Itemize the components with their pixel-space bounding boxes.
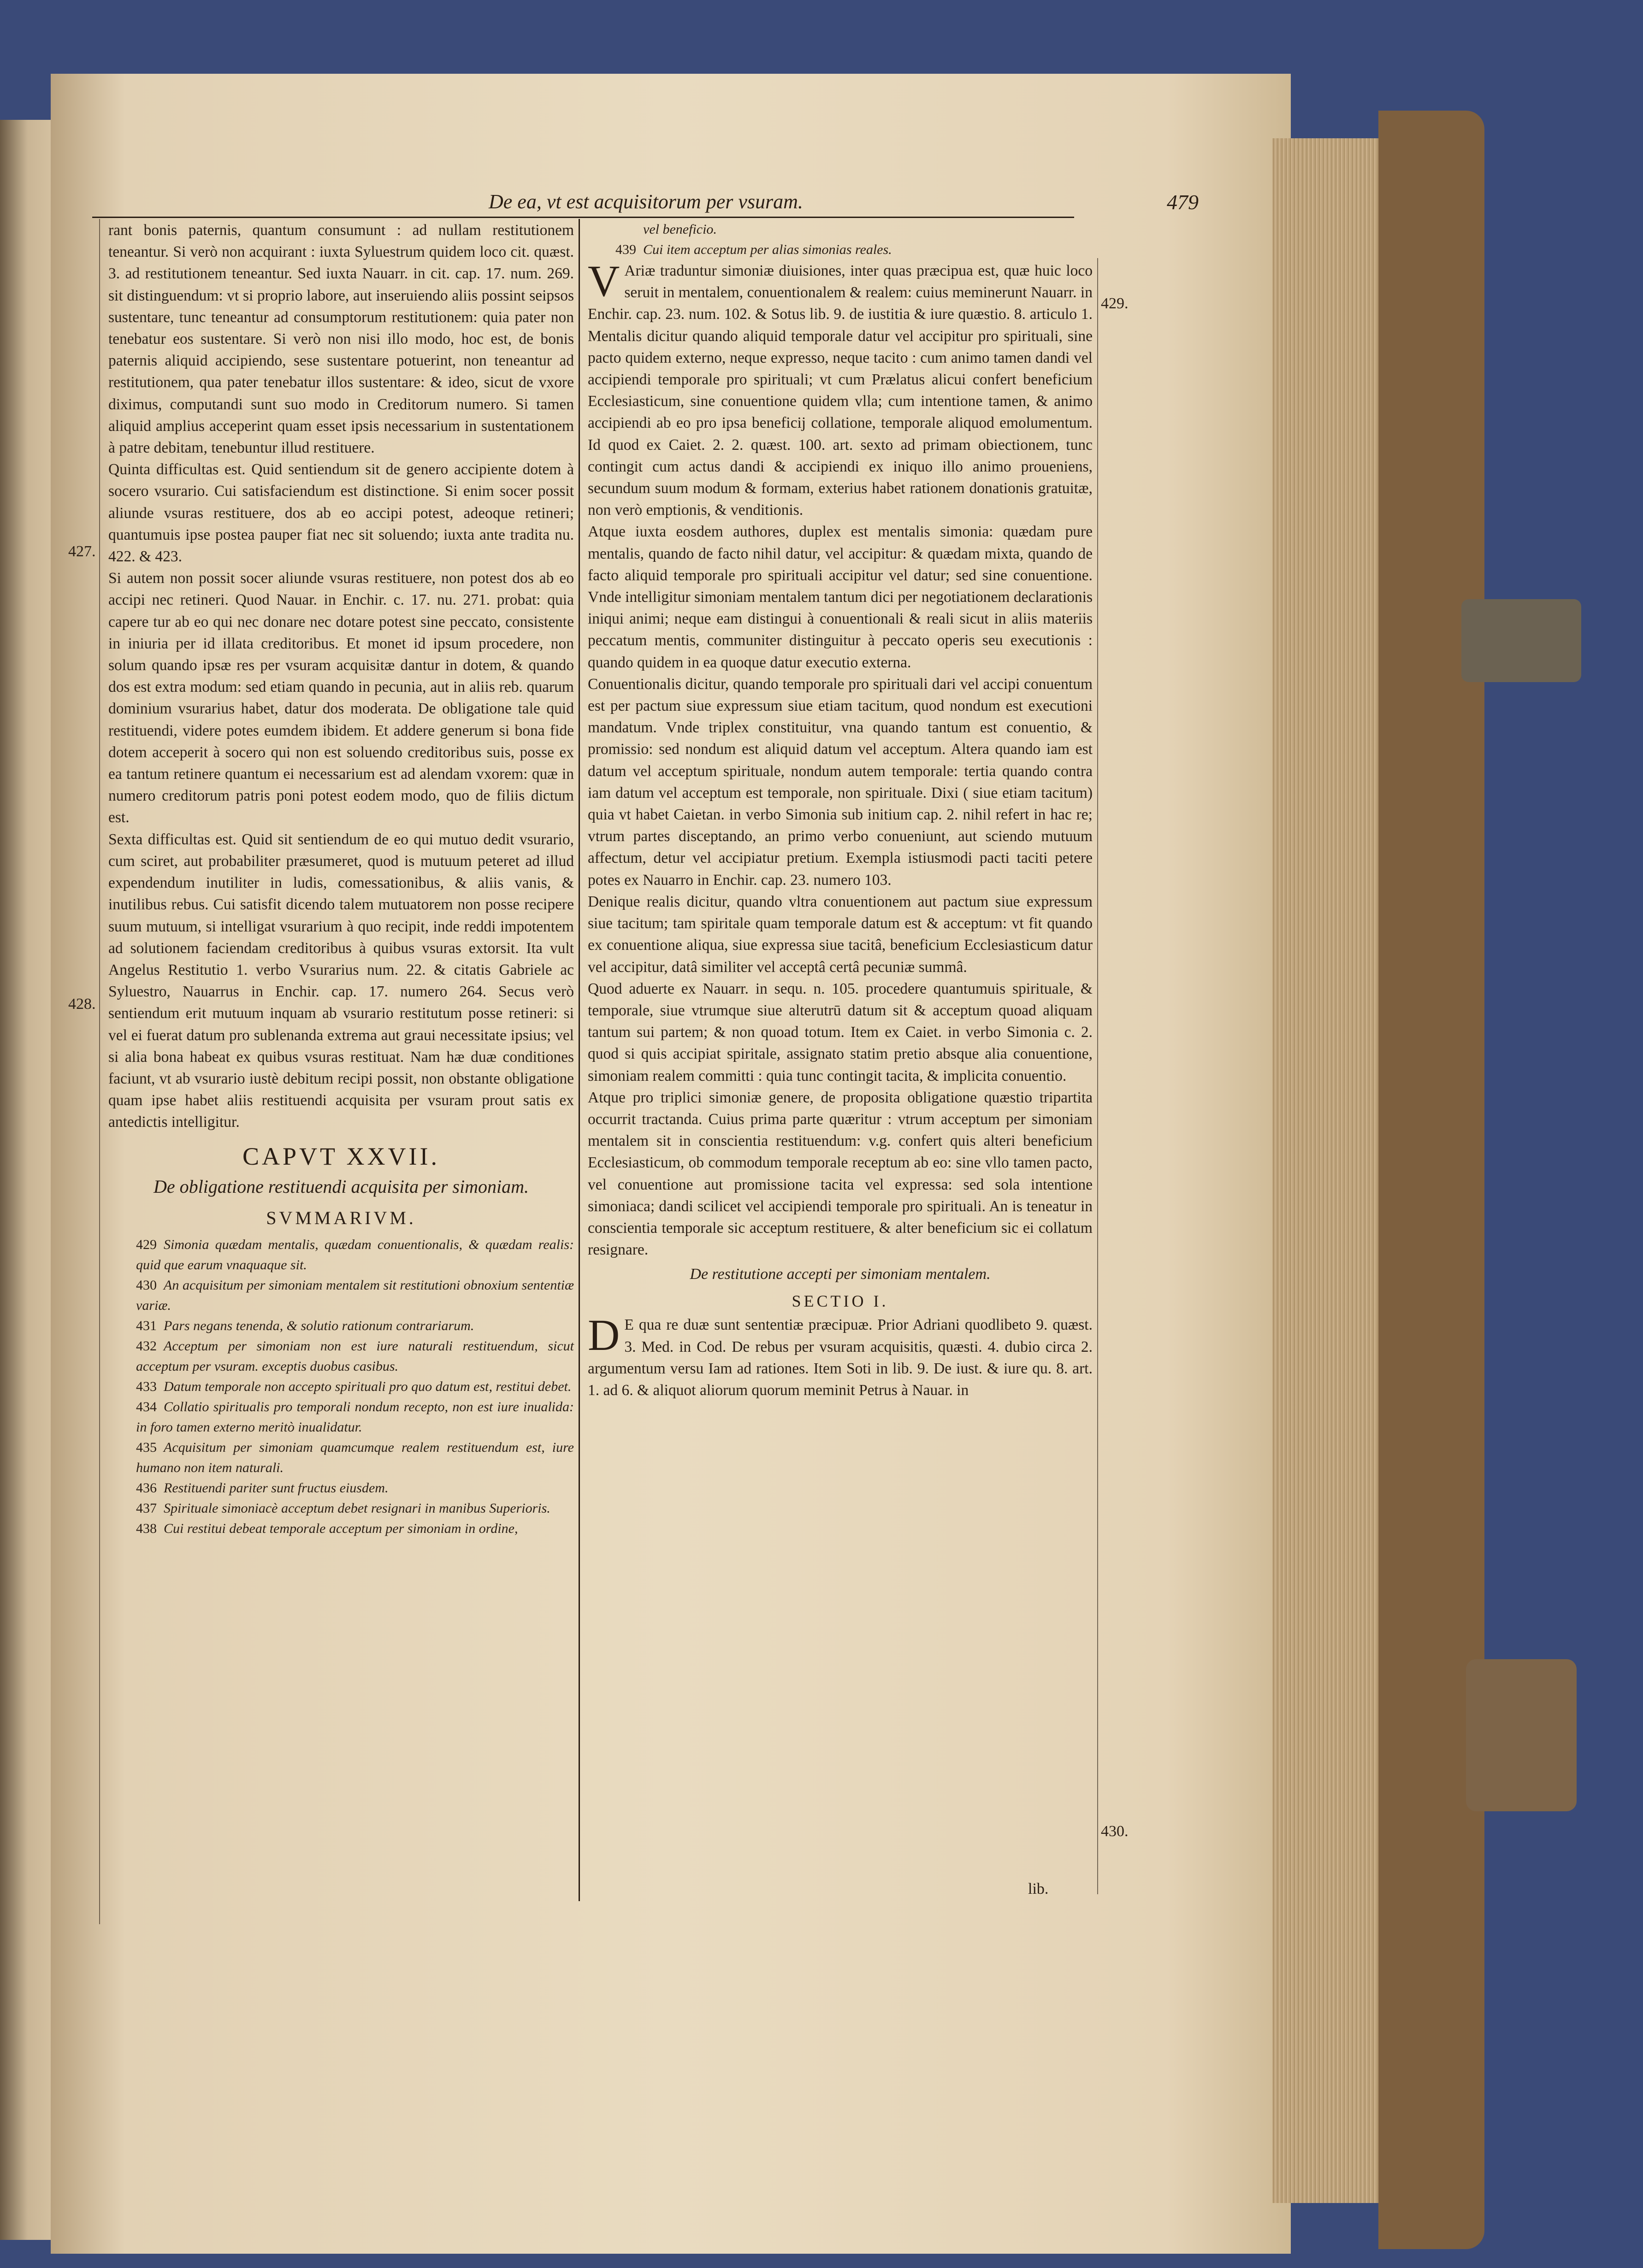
margin-rule-right	[1097, 258, 1098, 1894]
margin-number: 428.	[68, 996, 96, 1013]
summary-number: 436	[136, 1480, 157, 1496]
summary-number: 435	[136, 1439, 157, 1455]
summary-text: Pars negans tenenda, & solutio rationum contrariarum.	[164, 1318, 474, 1333]
chapter-subtitle: De obligatione restituendi acquisita per simoniam.	[153, 1176, 529, 1197]
summary-number: 430	[136, 1277, 157, 1293]
summary-item	[108, 1377, 574, 1397]
summary-number: 433	[136, 1378, 157, 1394]
summary-item	[108, 1498, 574, 1519]
running-title: De ea, vt est acquisitorum per vsuram.	[489, 190, 803, 213]
summary-item	[108, 1437, 574, 1478]
summary-text: Spirituale simoniacè acceptum debet resignari in manibus Superioris.	[164, 1500, 550, 1516]
summary-number: 434	[136, 1399, 157, 1414]
paragraph	[588, 1310, 1093, 1401]
drop-cap: V	[588, 256, 620, 306]
summary-number: 431	[136, 1318, 157, 1333]
summary-text: Restituendi pariter sunt fructus eiusdem.	[164, 1480, 389, 1496]
summary-item	[588, 219, 1093, 240]
summary-text: An acquisitum per simoniam mentalem sit restitutioni obnoxium sententiæ variæ.	[136, 1277, 574, 1313]
summary-text: Acquisitum per simoniam quamcumque realem restituendum est, iure humano non item naturali.	[136, 1439, 574, 1475]
summary-item	[108, 1336, 574, 1377]
summary-item	[108, 1275, 574, 1316]
paragraph: Conuentionalis dicitur, quando temporale pro spirituali dari vel accipi conuentum est per pactum siue expressum siue etiam tacitum, quod nondum est executioni mandatum. Vnde triplex constituitur, vna quando tantum est conuentio, & promissio: sed nondum est aliquid datum vel acceptum. Altera quando iam est datum vel acceptum spirituale, nondum autem temporale: tertia quando contra iam datum vel acceptum est temporale, non spirituale. Dixi ( siue etiam tacitum) quia vt habet Caietan. in verbo Simonia sub initium cap. 2. nihil refert in hac re; vtrum partes disceptando, an primo verbo conueniunt, aut sciendo mutuum affectum, detur vel accipiatur pretium. Exempla istiusmodi pacti taciti petere potes ex Nauarro in Enchir. cap. 23. numero 103.	[588, 675, 1093, 889]
paragraph: rant bonis paternis, quantum consumunt : ad nullam restitutionem teneantur. Si verò non acquirant : iuxta Syluestrum quidem loco cit. quæst. 3. ad restitutionem teneantur. Sed iuxta Nauarr. in cit. cap. 17. num. 269. sit distinguendum: vt si proprio labore, aut inseruiendo aliis possint seipsos sustentare, tunc teneantur ad consumptorum restitutionem: quia pater non tenebatur eos sustentare. Si verò non nisi illo modo, hoc est, de bonis paternis aliquid accipiendo, sese sustentare potuerint, non teneantur ad restitutionem, qua pater tenebatur illos sustentare: & ideo, sicut de vxore diximus, computandi sunt suo modo in Creditorum numero. Si tamen aliquid amplius acceperint quam esset ipsis necessarium in sustentationem à patre debitam, tenebuntur illud restituere.	[108, 222, 574, 457]
head-rule	[92, 217, 1074, 218]
summary-text: Acceptum per simoniam non est iure naturali restituendum, sicut acceptum per vsuram. exceptis duobus casibus.	[136, 1338, 574, 1374]
paragraph-text: Ariæ traduntur simoniæ diuisiones, inter quas præcipua est, quæ huic loco seruit in mentalem, conuentionalem & realem: cuius meminerunt Nauarr. in Enchir. cap. 23. num. 102. & Sotus lib. 9. de iustitia & iure quæstio. 8. articulo 1. Mentalis dicitur quando aliquid temporale datur vel accipitur pro spirituali, sine pacto quidem externo, neque expresso, neque tacito : cum animo tamen dandi vel accipiendi temporale pro spirituali; vt cum Prælatus alicui confert beneficium Ecclesiasticum, sine conuentione quidem vlla; cum intentione tamen, & animo accipiendi ab eo pro ipsa beneficij collatione, temporale aliquod emolumentum. Id quod ex Caiet. 2. 2. quæst. 100. art. sexto ad primam obiectionem, tunc contingit cum actus dandi & accipiendi ex iniquo illo animo proueniens, secundum suum modum & formam, exterius habet rationem donationis gratuitæ, non verò emptionis, & venditionis.	[588, 262, 1093, 519]
clasp-top	[1461, 599, 1581, 682]
summary-item	[108, 1397, 574, 1437]
summary-number: 439	[615, 242, 636, 257]
section-number: SECTIO I.	[792, 1292, 889, 1311]
summary-number: 432	[136, 1338, 157, 1354]
summary-item	[108, 1235, 574, 1275]
drop-cap: D	[588, 1310, 620, 1360]
chapter-title: CAPVT XXVII.	[242, 1142, 440, 1170]
summary-item	[108, 1519, 574, 1539]
summary-text: Cui item acceptum per alias simonias reales.	[643, 242, 892, 257]
summary-number: 437	[136, 1500, 157, 1516]
summary-number: 429	[136, 1237, 157, 1252]
book-cover	[1378, 111, 1484, 2249]
running-head	[489, 190, 1199, 213]
paragraph: Sexta difficultas est. Quid sit sentiendum de eo qui mutuo dedit vsurario, cum sciret, aut probabiliter præsumeret, quod is mutuum peteret ad illud expendendum inutiliter in ludis, comessationibus, & aliis vanis, & inutilibus rebus. Cui satisfit dicendo talem mutuatorem non posse recipere suum mutuum, si intelligat vsurarium à quo recipit, inde reddi impotentem ad solutionem faciendam creditoribus à quibus vsuras extorsit. Ita vult Angelus Restitutio 1. verbo Vsurarius num. 22. & citatis Gabriele ac Syluestro, Nauarrus in Enchir. cap. 17. numero 264. Secus verò sentiendum erit mutuum inquam ab vsurario restitutum posse retineri: si vel ei fuerat datum pro sublenanda extrema aut graui necessitate ipsius; vel si alia bona habeat ex quibus vsuras restituat. Nam hæ duæ conditiones faciunt, vt ab vsurario iustè debitum recipi possit, non obstante obligatione quam ipse habet aliis restituendi acquisita per vsuram prout satis ex antedictis intelligitur.	[108, 831, 574, 1131]
margin-number: 429.	[1101, 295, 1129, 312]
summary-text: Cui restitui debeat temporale acceptum per simoniam in ordine,	[164, 1520, 518, 1536]
summary-item	[108, 1316, 574, 1336]
summary-number: 438	[136, 1520, 157, 1536]
summary-title: SVMMARIVM.	[266, 1207, 416, 1228]
paragraph: Atque iuxta eosdem authores, duplex est mentalis simonia: quædam pure mentalis, quando de facto nihil datur, vel accipitur: & quædam mixta, quando de facto aliquid temporale pro spirituali accipitur vel datur; sed sine conuentione. Vnde intelligitur simoniam mentalem tantum dici per negotiationem declarationis iniqui animi; neque eam distingui à conuentionali & reali sicut in aliis materiis peccatum mentis, communiter distinguitur à peccato operis seu executionis : quando quidem in ea quoque datur executio externa.	[588, 523, 1093, 671]
summary-text: Datum temporale non accepto spirituali pro quo datum est, restitui debet.	[164, 1378, 572, 1394]
margin-rule-left	[99, 219, 100, 1924]
section-heading: De restitutione accepti per simoniam mentalem.	[690, 1266, 991, 1283]
paragraph: Quinta difficultas est. Quid sentiendum sit de genero accipiente dotem à socero vsurario. Cui satisfaciendum est distinctione. Si enim socer possit aliunde vsuras restituere, dos ab eo accipi potest, adeoque retineri; quantumuis ipse postea pauper fiat nec sit soluendo; iuxta ante tradita nu. 422. & 423.	[108, 461, 574, 566]
page-number: 479	[1167, 190, 1199, 214]
column-rule	[579, 219, 580, 1901]
catchword: lib.	[1028, 1880, 1049, 1897]
paragraph	[588, 256, 1093, 521]
paragraph-text: E qua re duæ sunt sententiæ præcipuæ. Prior Adriani quodlibeto 9. quæst. 3. Med. in Cod. De rebus per vsuram acquisitis, quæsti. 4. dubio circa 2. argumentum versu Iam ad rationes. Item Soti in lib. 9. De iust. & iure qu. 8. art. 1. ad 6. & aliquot aliorum quorum meminit Petrus à Nauar. in	[588, 1316, 1093, 1399]
summary-list	[108, 1235, 574, 1539]
paragraph: Quod aduerte ex Nauarr. in sequ. n. 105. procedere quantumuis spirituale, & temporale, siue vtrumque siue alterutrū datum sit & acceptum quoad aliquam tantum sui partem; & non quoad totum. Item ex Caiet. in verbo Simonia c. 2. quod si quis accipiat spiritale, assignato statim pretio absque alia conuentione, simoniam realem committi : quia tunc contingit tacita, & implicita conuentio.	[588, 980, 1093, 1084]
summary-text: Simonia quædam mentalis, quædam conuentionalis, & quædam realis: quid que earum vnaquaque sit.	[136, 1237, 574, 1272]
margin-number: 430.	[1101, 1823, 1129, 1840]
summary-text: Collatio spiritualis pro temporali nondum recepto, non est iure inualida: in foro tamen externo meritò inualidatur.	[136, 1399, 574, 1435]
summary-text: vel beneficio.	[643, 222, 717, 237]
left-column	[108, 219, 574, 1539]
page-edges	[1272, 138, 1388, 2203]
paragraph: Atque pro triplici simoniæ genere, de proposita obligatione quæstio tripartita occurrit tractanda. Cuius prima parte quæritur : vtrum acceptum per simoniam mentalem sit in conscientia restituendum: v.g. confert quis alteri beneficium Ecclesiasticum, ob commodum temporale receptum ab eo: sine vllo tamen pacto, vel conuentione aut promissione tacita vel expressa: sed sola intentione simoniaca; dandi scilicet vel accipiendi temporale pro spirituali. An is teneatur in conscientia temporale sic acceptum restituere, & alter beneficium sic ei collatum resignare.	[588, 1089, 1093, 1259]
margin-number: 427.	[68, 543, 96, 560]
paragraph: Si autem non possit socer aliunde vsuras restituere, non potest dos ab eo accipi nec retineri. Quod Nauar. in Enchir. c. 17. nu. 271. probat: quia capere tur ab eo qui nec donare nec dotare potest sine peccato, consistente in iniuria per id illata creditoribus. Et monet id ipsum procedere, non solum quando ipsæ res per vsuram acquisitæ dantur in dotem, & quando dos est extra modum: sed etiam quando in pecunia, aut in aliis reb. quarum dominium vsurarius habet, datur dos moderata. De obligatione tale quid restituendi, videre potes eumdem ibidem. Et addere generum si bona fide dotem acceperit à socero qui non est soluendo creditoribus suis, posse ex ea tantum retinere quantum ei necessarium est ad alendam vxorem: quæ in numero creditorum patris poni potest eodem modo, quo de filiis dictum est.	[108, 570, 574, 826]
right-column	[588, 219, 1093, 1401]
paragraph: Denique realis dicitur, quando vltra conuentionem aut pactum siue expressum siue tacitum; tam spiritale quam temporale datum est & acceptum: vt fit quando ex conuentione aliqua, siue expressa siue tacitâ, beneficium Ecclesiasticum datur vel accipitur, datâ similiter vel acceptâ certâ pecuniæ summâ.	[588, 893, 1093, 976]
clasp-bottom	[1466, 1659, 1577, 1811]
summary-item	[588, 240, 1093, 260]
summary-item	[108, 1478, 574, 1498]
summary-list-continued	[588, 219, 1093, 260]
